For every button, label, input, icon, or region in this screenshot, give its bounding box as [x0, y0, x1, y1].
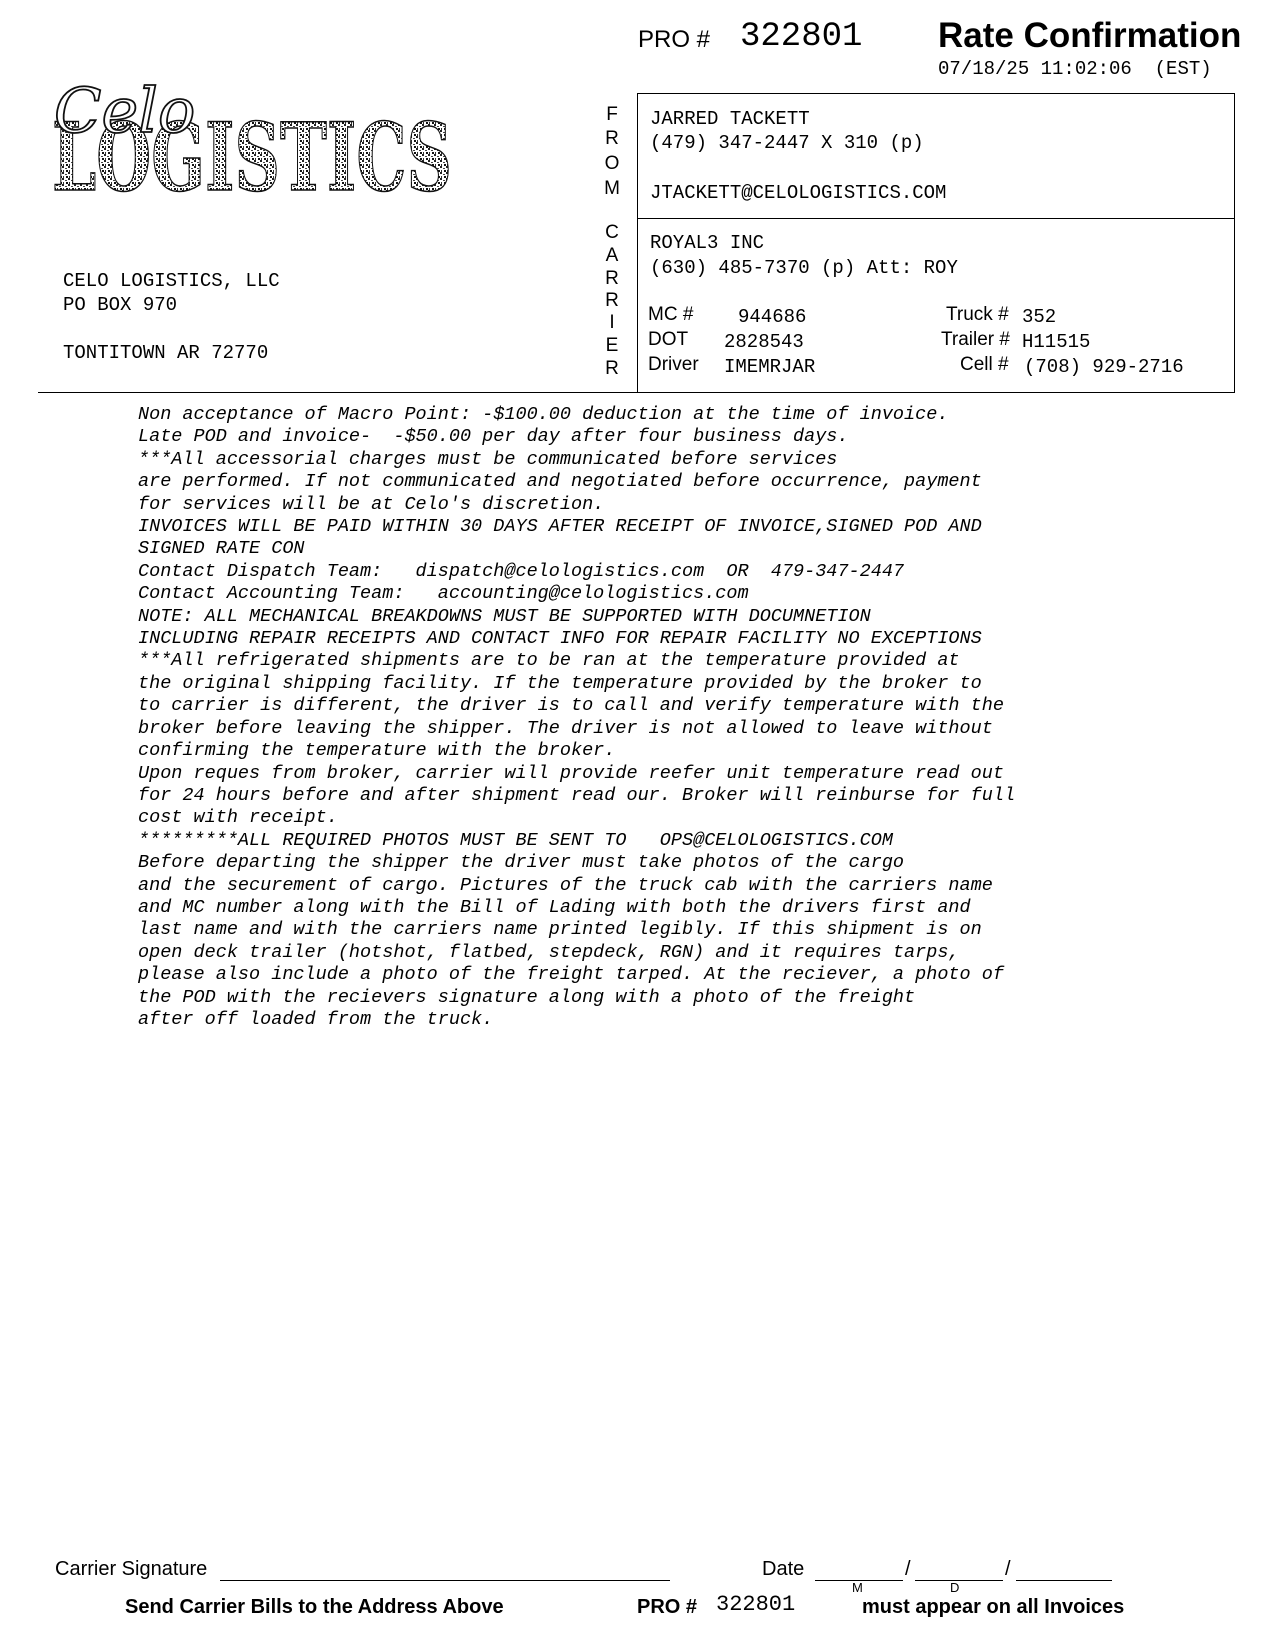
dot-number: 2828543 [724, 331, 804, 353]
terms-line: INCLUDING REPAIR RECEIPTS AND CONTACT INFO FOR REPAIR FACILITY NO EXCEPTIONS [138, 628, 982, 650]
terms-line: confirming the temperature with the broker. [138, 740, 616, 762]
terms-line: cost with receipt. [138, 807, 338, 829]
from-email: JTACKETT@CELOLOGISTICS.COM [650, 182, 947, 204]
terms-line: for services will be at Celo's discretion. [138, 493, 605, 515]
terms-line: Contact Accounting Team: accounting@celologistics.com [138, 583, 749, 605]
terms-line: and the securement of cargo. Pictures of the truck cab with the carriers name [138, 874, 993, 896]
terms-line: Late POD and invoice- -$50.00 per day after four business days. [138, 426, 849, 448]
carrier-letter: R [605, 268, 619, 289]
mc-label: MC # [648, 304, 694, 325]
pro-label: PRO # [638, 26, 711, 53]
terms-line: NOTE: ALL MECHANICAL BREAKDOWNS MUST BE SUPPORTED WITH DOCUMNETION [138, 605, 871, 627]
carrier-letter: C [605, 222, 619, 243]
footer-pro-number: 322801 [716, 1592, 796, 1617]
terms-line: for 24 hours before and after shipment read our. Broker will reinburse for full [138, 784, 1016, 806]
terms-line: Upon reques from broker, carrier will provide reefer unit temperature read out [138, 762, 1004, 784]
terms-line: *********ALL REQUIRED PHOTOS MUST BE SENT TO OPS@CELOLOGISTICS.COM [138, 829, 893, 851]
carrier-signature-label: Carrier Signature [55, 1558, 208, 1580]
date-day-label: D [950, 1580, 960, 1595]
from-letter: F [606, 104, 618, 125]
carrier-letter: A [605, 245, 619, 266]
from-phone: (479) 347-2447 X 310 (p) [650, 132, 924, 154]
logo-script-text: Celo [54, 74, 196, 147]
truck-number: 352 [1022, 306, 1057, 328]
terms-line: to carrier is different, the driver is to call and verify temperature with the [138, 695, 1004, 717]
terms-line: Contact Dispatch Team: dispatch@celologistics.com OR 479-347-2447 [138, 560, 905, 582]
carrier-name: ROYAL3 INC [650, 232, 765, 254]
terms-line: are performed. If not communicated and negotiated before occurrence, payment [138, 471, 982, 493]
company-name: CELO LOGISTICS, LLC [63, 270, 280, 292]
company-po-box: PO BOX 970 [63, 294, 178, 316]
terms-line: ***All accessorial charges must be communicated before services [138, 448, 838, 470]
company-city-line: TONTITOWN AR 72770 [63, 342, 269, 364]
terms-line: after off loaded from the truck. [138, 1008, 494, 1030]
header-divider [38, 392, 1235, 393]
pro-number: 322801 [740, 18, 863, 56]
terms-line: INVOICES WILL BE PAID WITHIN 30 DAYS AFTER RECEIPT OF INVOICE,SIGNED POD AND [138, 516, 982, 538]
driver-name: IMEMRJAR [724, 356, 816, 378]
terms-line: last name and with the carriers name printed legibly. If this shipment is on [138, 919, 982, 941]
date-month-label: M [852, 1580, 863, 1595]
from-name: JARRED TACKETT [650, 108, 810, 130]
carrier-letter: R [605, 358, 619, 379]
document-title: Rate Confirmation [938, 16, 1242, 55]
document-datetime: 07/18/25 11:02:06 (EST) [938, 58, 1212, 80]
carrier-letter: R [605, 290, 619, 311]
terms-line: the POD with the recievers signature along with a photo of the freight [138, 986, 916, 1008]
mc-number: 944686 [738, 306, 807, 328]
date-label: Date [762, 1558, 805, 1580]
trailer-number: H11515 [1022, 331, 1091, 353]
date-slash: / [905, 1558, 911, 1580]
terms-line: ***All refrigerated shipments are to be ran at the temperature provided at [138, 650, 960, 672]
date-year-line[interactable] [1016, 1580, 1112, 1581]
carrier-letter: I [609, 312, 615, 333]
terms-line: the original shipping facility. If the temperature provided by the broker to [138, 672, 982, 694]
terms-line: broker before leaving the shipper. The driver is not allowed to leave without [138, 717, 993, 739]
terms-line: and MC number along with the Bill of Lading with both the drivers first and [138, 896, 971, 918]
carrier-phone-line: (630) 485-7370 (p) Att: ROY [650, 257, 958, 279]
from-letter: R [605, 128, 619, 149]
from-letter: O [604, 153, 620, 174]
terms-line: SIGNED RATE CON [138, 538, 305, 560]
terms-line: open deck trailer (hotshot, flatbed, stepdeck, RGN) and it requires tarps, [138, 941, 960, 963]
date-slash: / [1005, 1558, 1011, 1580]
terms-line: Before departing the shipper the driver must take photos of the cargo [138, 852, 905, 874]
truck-label: Truck # [946, 304, 1009, 325]
cell-label: Cell # [960, 354, 1009, 375]
footer-pro-label: PRO # [637, 1596, 698, 1618]
send-bills-note: Send Carrier Bills to the Address Above [125, 1596, 504, 1618]
logo-block-text: LOGISTICS [52, 103, 452, 213]
carrier-signature-line[interactable] [220, 1580, 670, 1581]
terms-line: Non acceptance of Macro Point: -$100.00 deduction at the time of invoice. [138, 404, 949, 425]
terms-block [138, 404, 1258, 1031]
celo-logistics-logo [50, 70, 460, 215]
trailer-label: Trailer # [941, 329, 1010, 350]
driver-label: Driver [648, 354, 699, 375]
cell-number: (708) 929-2716 [1024, 356, 1184, 378]
terms-line: please also include a photo of the freight tarped. At the reciever, a photo of [138, 964, 1004, 986]
carrier-letter: E [605, 335, 619, 356]
must-appear-note: must appear on all Invoices [862, 1596, 1125, 1618]
dot-label: DOT [648, 329, 689, 350]
from-letter: M [604, 178, 620, 199]
